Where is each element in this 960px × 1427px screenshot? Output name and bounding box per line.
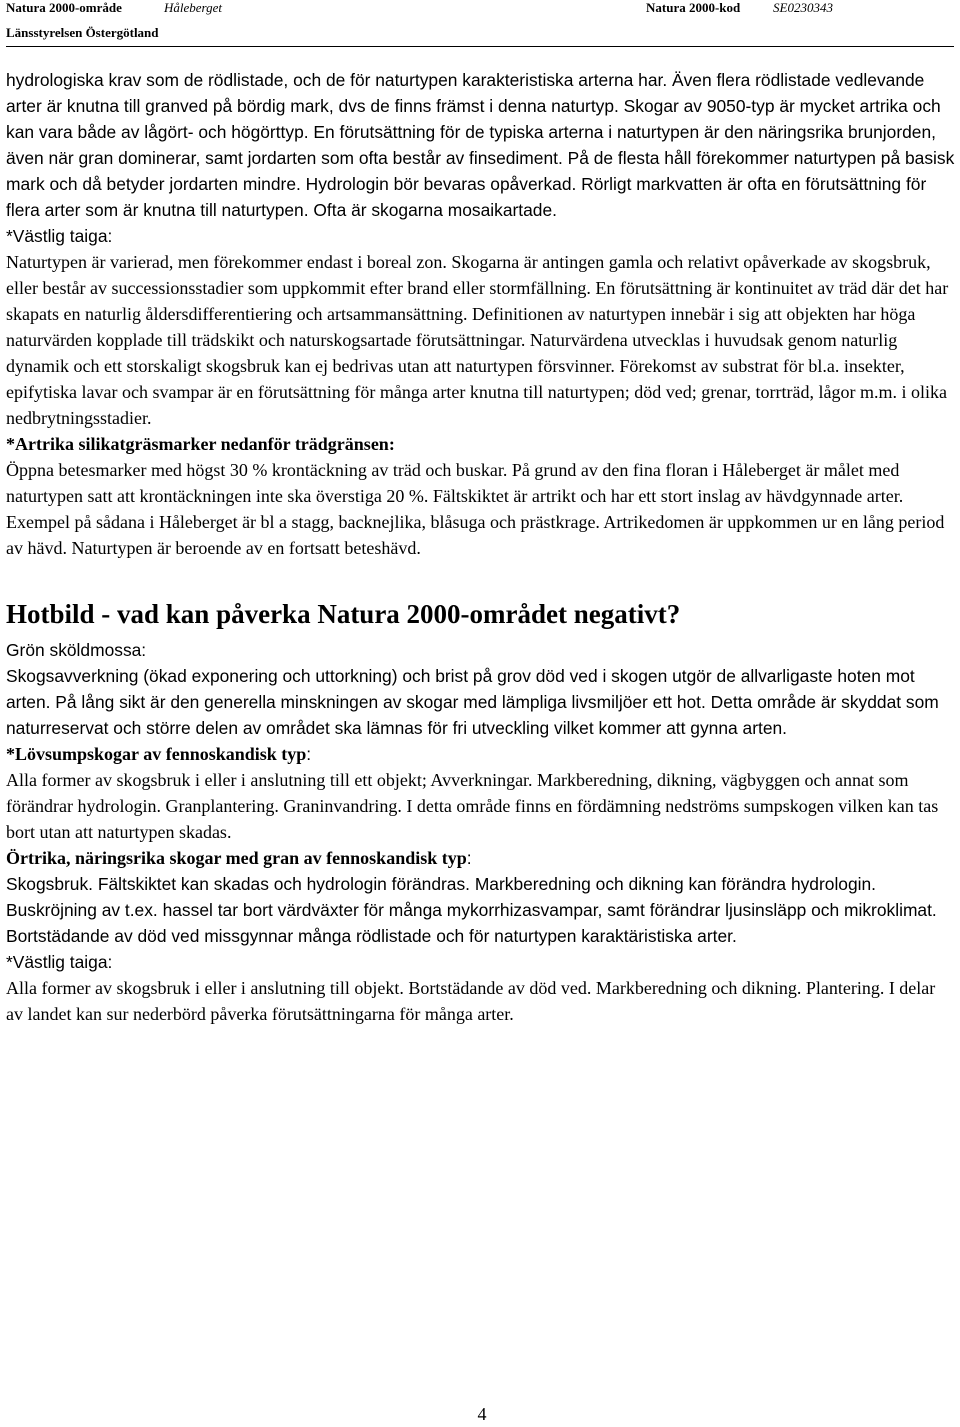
page-number: 4 [477,1404,487,1424]
grassland-label: *Artrika silikatgräsmarker nedanför trädgränsen: [6,434,395,454]
taiga-threat-paragraph: Alla former av skogsbruk i eller i anslutning till objekt. Bortstädande av död ved. Markberedning och dikning. Plantering. I delar av landet kan sur nederbörd påverka förutsättningarna för många arter. [6,978,936,1024]
spruce-forest-label-bold: Örtrika, näringsrika skogar med gran av fennoskandisk typ [6,848,467,868]
code-value: SE0230343 [773,0,833,15]
header-divider [6,46,954,47]
swamp-forest-label [6,741,956,767]
taiga-label: *Västlig taiga: [6,226,113,246]
threats-heading: Hotbild - vad kan påverka Natura 2000-området negativt? [6,599,681,629]
page-header [6,0,954,56]
header-row-1 [6,0,954,28]
authority-name: Länsstyrelsen Östergötland [6,25,159,40]
code-label: Natura 2000-kod [646,0,741,15]
moss-label: Grön sköldmossa: [6,640,147,660]
spruce-forest-label [6,845,956,871]
area-label: Natura 2000-område [6,0,122,15]
swamp-forest-label-bold: *Lövsumpskogar av fennoskandisk typ [6,744,307,764]
header-row-2 [6,25,954,56]
moss-paragraph: Skogsavverkning (ökad exponering och uttorkning) och brist på grov död ved i skogen utgör de allvarligaste hoten mot arten. På lång sikt är den generella minskningen av skogar med lämpliga livsmiljöer ett hot. Detta område är skyddat som naturreservat och större delen av området ska lämnas för fri utveckling vilket kommer att gynna arten. [6,666,939,738]
swamp-forest-paragraph: Alla former av skogsbruk i eller i anslutning till ett objekt; Avverkningar. Markberedning, dikning, vägbyggen och annat som förändrar hydrologin. Granplantering. Graninvandring. I detta område finns en fördämning nedströms sumpskogen vilken kan tas bort utan att naturtypen skadas. [6,770,939,842]
area-name: Håleberget [164,0,222,15]
page-content [6,67,956,1027]
intro-paragraph: hydrologiska krav som de rödlistade, och de för naturtypen karakteristiska arterna har. Även flera rödlistade vedlevande arter är knutna till granved på bördig mark, dvs de finns främst i denna naturtyp. Skogar av 9050-typ är mycket artrika och kan vara både av lågört- och högörttyp. En förutsättning för de typiska arterna i naturtypen är den näringsrika brunjorden, även när gran dominerar, samt jordarten som ofta består av finsediment. På de flesta håll förekommer naturtypen på basisk mark och då betyder jordarten mindre. Hydrologin bör bevaras opåverkad. Rörligt markvatten är ofta en förutsättning för flera arter som är knutna till naturtypen. Ofta är skogarna mosaikartade. [6,70,955,220]
spruce-forest-label-colon: : [466,848,472,868]
taiga-paragraph: Naturtypen är varierad, men förekommer endast i boreal zon. Skogarna är antingen gamla och relativt opåverkade av skogsbruk, eller består av successionsstadier som uppkommit efter brand eller stormfällning. En förutsättning är kontinuitet av träd där det har skapats en naturlig åldersdifferentiering och artsammansättning. Definitionen av naturtypen innebär i sig att objekten har höga naturvärden kopplade till trädskikt och naturskogsartade förutsättningar. Naturvärdena utvecklas i huvudsak genom naturlig dynamik och ett storskaligt skogsbruk kan ej bedrivas utan att naturtypen försvinner. Förekomst av substrat för bl.a. insekter, epifytiska lavar och svampar är en förutsättning för många arter knutna till naturtypen; död ved; grenar, torrträd, lågor m.m. i olika nedbrytningsstadier. [6,252,949,428]
spruce-forest-paragraph: Skogsbruk. Fältskiktet kan skadas och hydrologin förändras. Markberedning och dikning kan förändra hydrologin. Buskröjning av t.ex. hassel tar bort värdväxter för många mykorrhizasvampar, samt förändrar ljusinsläpp och mikroklimat. Bortstädande av död ved missgynnar många rödlistade och för naturtypen karaktäristiska arter. [6,874,937,946]
taiga-threat-label: *Västlig taiga: [6,952,113,972]
swamp-forest-label-colon: : [306,744,312,764]
grassland-paragraph: Öppna betesmarker med högst 30 % krontäckning av träd och buskar. På grund av den fina floran i Håleberget är målet med naturtypen satt att krontäckningen inte ska överstiga 20 %. Fältskiktet är artrikt och har ett stort inslag av hävdgynnade arter. Exempel på sådana i Håleberget är bl a stagg, backnejlika, blåsuga och prästkrage. Artrikedomen är uppkommen ur en lång period av hävd. Naturtypen är beroende av en fortsatt beteshävd. [6,460,945,558]
